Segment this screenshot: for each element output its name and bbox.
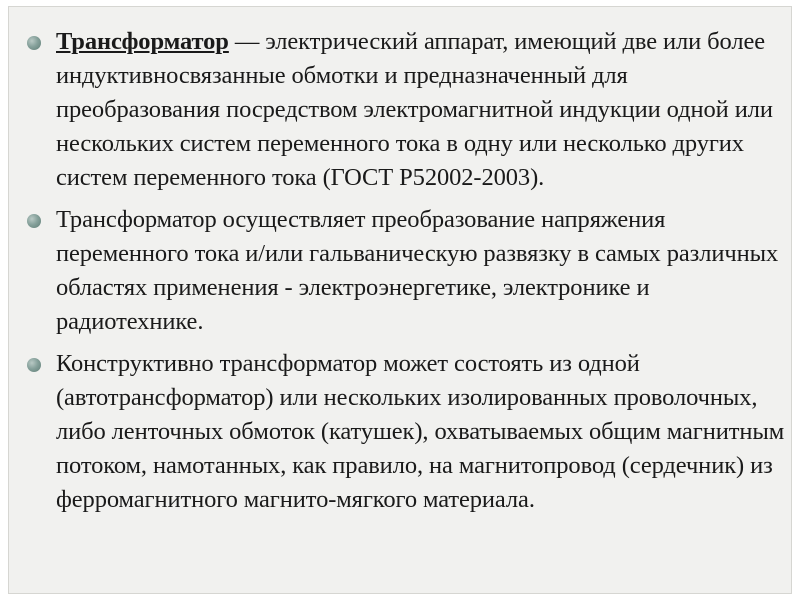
bullet-icon: [27, 36, 41, 50]
bullet-icon: [27, 214, 41, 228]
slide-content: [23, 25, 793, 525]
paragraph-construction: [23, 347, 793, 517]
paragraph-definition: [23, 25, 793, 195]
term-transformer: Трансформатор: [56, 28, 229, 55]
definition-text: — электрический аппарат, имеющий две или более индуктивносвязанные обмотки и предназначенный для преобразования посредством электромагнитной индукции одной или нескольких систем переменного тока в одну или несколько других систем переменного тока (ГОСТ Р52002-2003).: [56, 28, 773, 191]
function-text: Трансформатор осуществляет преобразование напряжения переменного тока и/или гальваническую развязку в самых различных областях применения - электроэнергетике, электронике и радиотехнике.: [56, 206, 779, 335]
slide-frame: [8, 6, 792, 594]
construction-text: Конструктивно трансформатор может состоять из одной (автотрансформатор) или нескольких изолированных проволочных, либо ленточных обмоток (катушек), охватываемых общим магнитным потоком, намотанных, как правило, на магнитопровод (сердечник) из ферромагнитного магнито-мягкого материала.: [56, 350, 785, 513]
paragraph-function: [23, 203, 793, 339]
bullet-icon: [27, 358, 41, 372]
